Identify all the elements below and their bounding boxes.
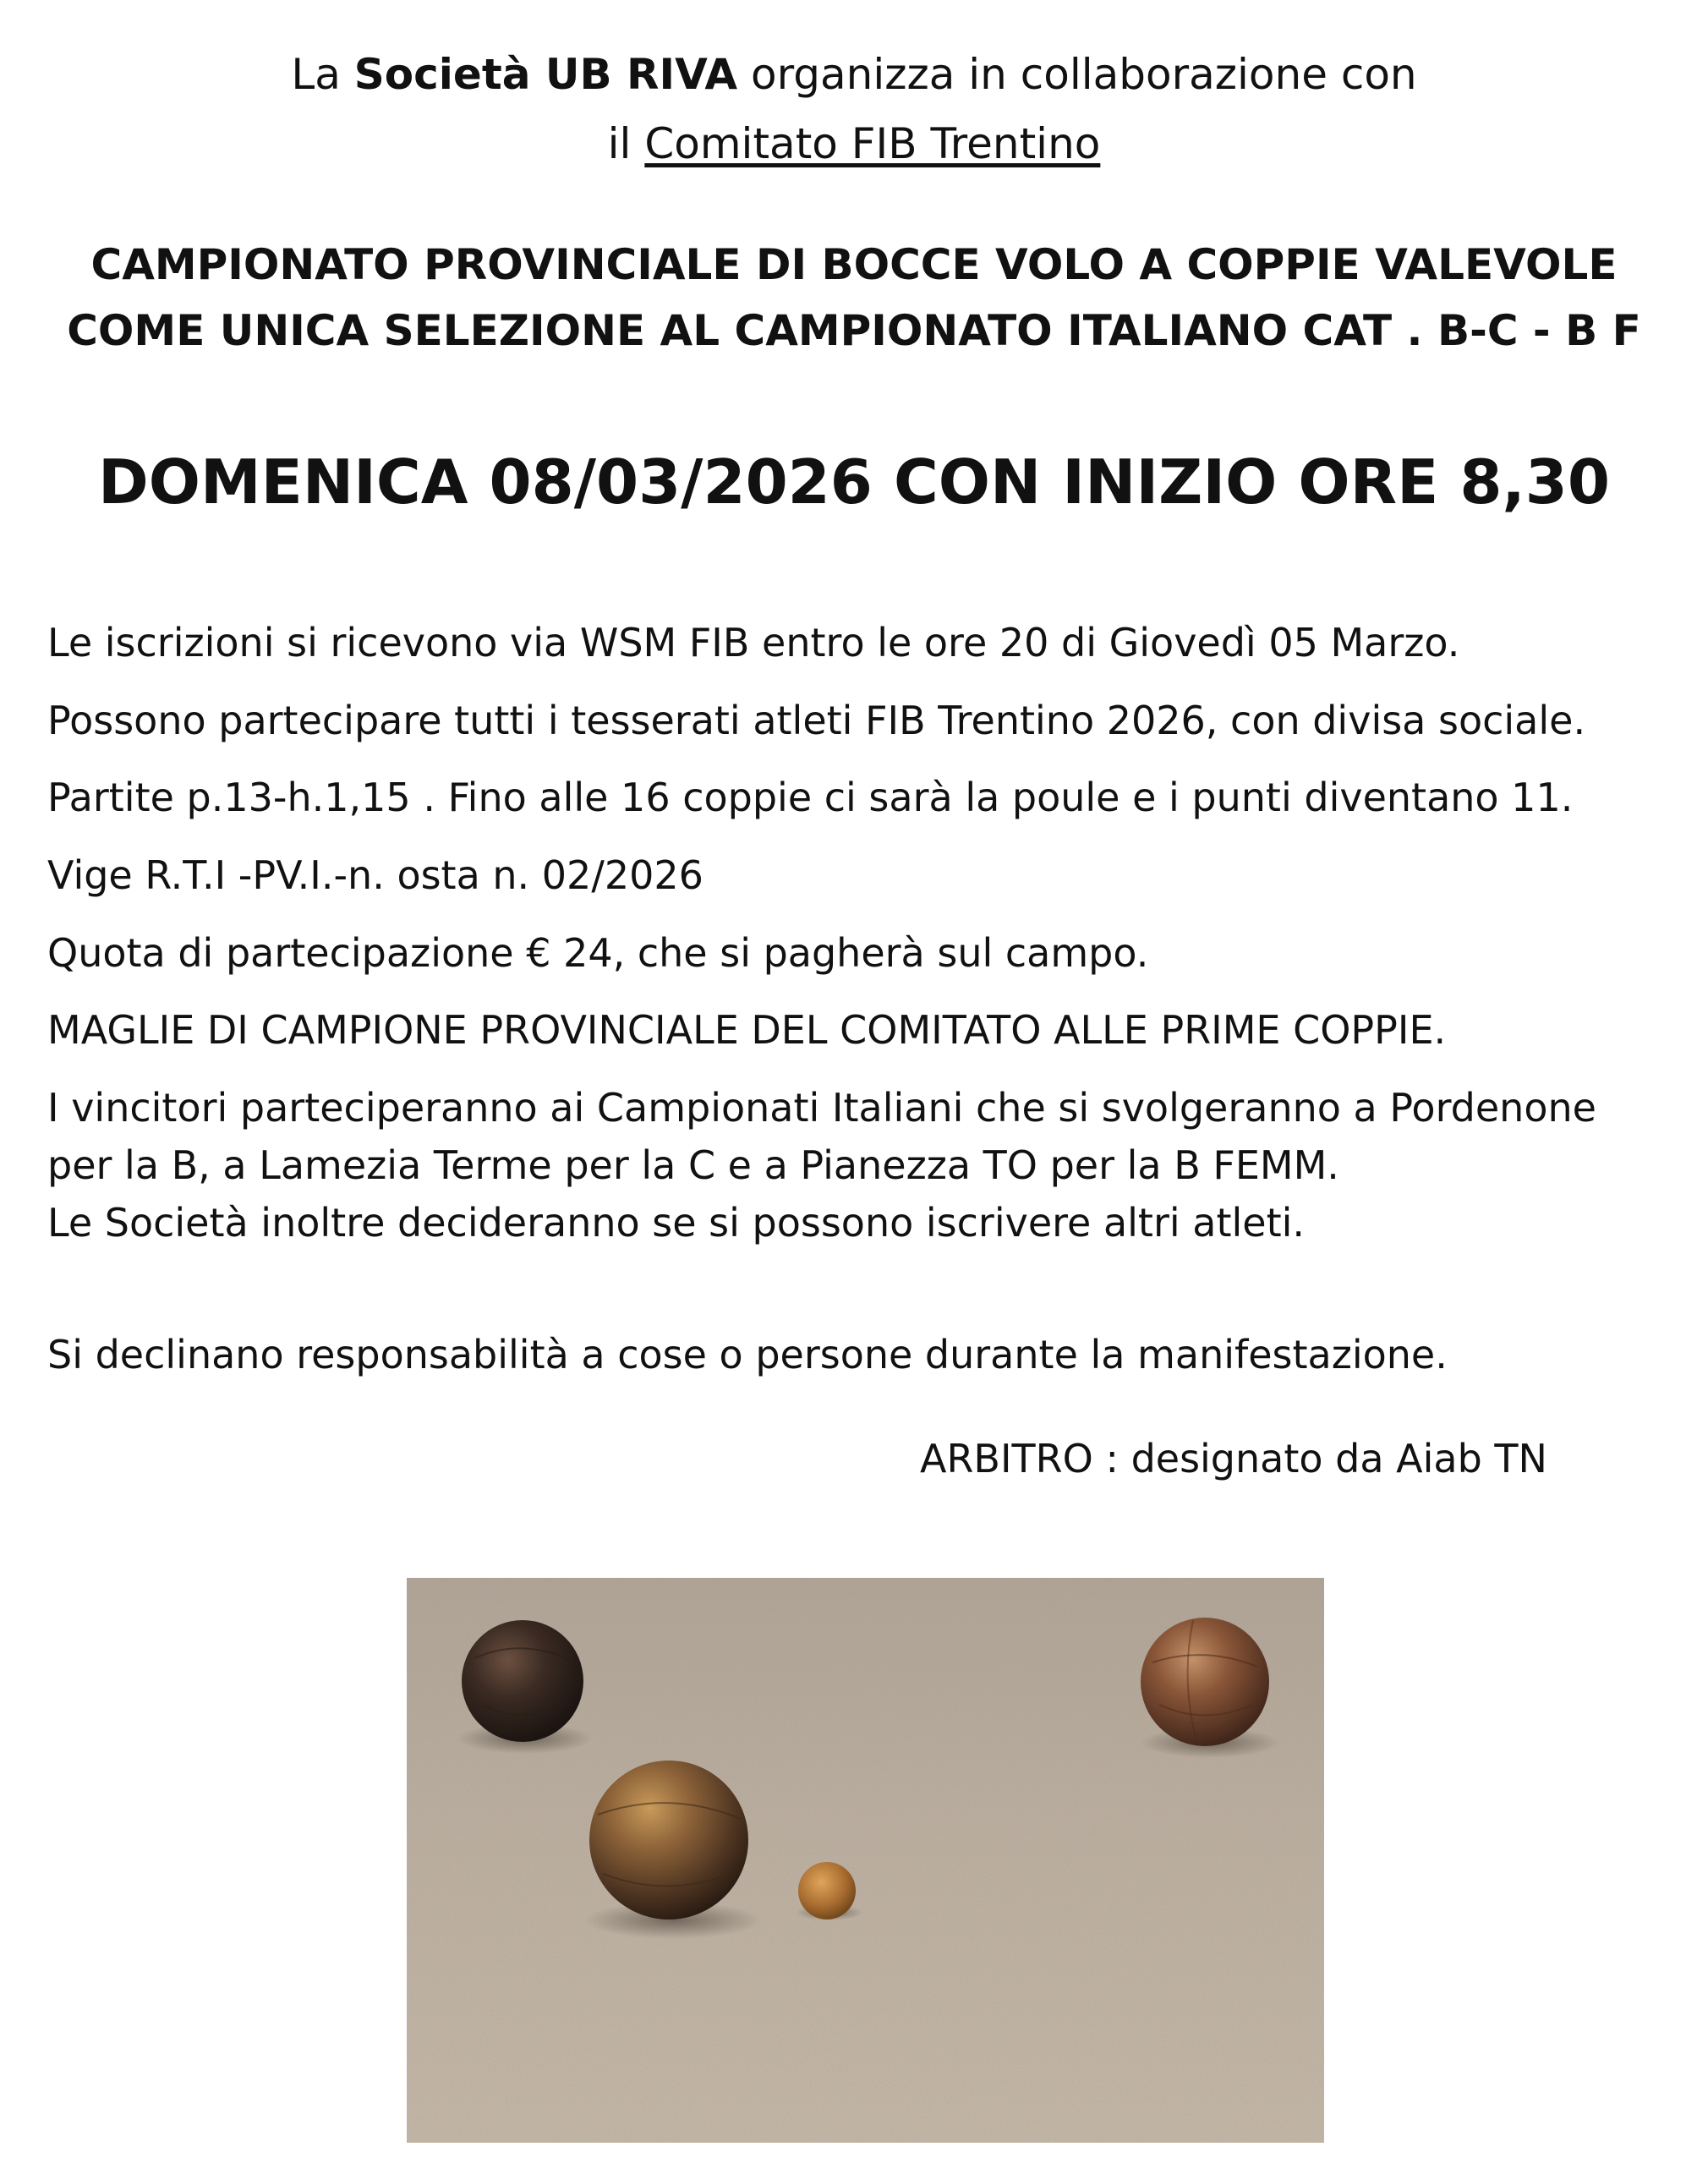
boule-front	[589, 1761, 748, 1919]
headline-line-2: COME UNICA SELEZIONE AL CAMPIONATO ITALIANO CAT . B-C - B F	[67, 306, 1641, 355]
referee-note: ARBITRO : designato da Aiab TN	[920, 1436, 1547, 1481]
detail-eligibility: Possono partecipare tutti i tesserati atleti FIB Trentino 2026, con divisa sociale.	[47, 698, 1586, 743]
event-date: DOMENICA 08/03/2026 CON INIZIO ORE 8,30	[98, 446, 1610, 517]
jack	[798, 1862, 856, 1919]
bocce-photo	[407, 1578, 1324, 2143]
intro-line2-prefix: il	[607, 119, 632, 168]
disclaimer: Si declinano responsabilità a cose o persone durante la manifestazione.	[47, 1332, 1448, 1377]
intro-line-1	[0, 41, 1708, 108]
detail-clubs: Le Società inoltre decideranno se si possono iscrivere altri atleti.	[47, 1200, 1306, 1246]
detail-regulation: Vige R.T.I -PV.I.-n. osta n. 02/2026	[47, 852, 703, 898]
committee-name: Comitato FIB Trentino	[644, 119, 1101, 168]
detail-fee: Quota di partecipazione € 24, che si pagherà sul campo.	[47, 930, 1149, 976]
intro-prefix: La	[291, 50, 341, 99]
organizer-name: Società UB RIVA	[353, 50, 738, 99]
boule-right-back	[1141, 1618, 1269, 1746]
detail-registration: Le iscrizioni si ricevono via WSM FIB entro le ore 20 di Giovedì 05 Marzo.	[47, 620, 1460, 665]
intro-line-2	[0, 110, 1708, 178]
detail-jerseys: MAGLIE DI CAMPIONE PROVINCIALE DEL COMITATO ALLE PRIME COPPIE.	[47, 1007, 1447, 1053]
detail-winners-2: per la B, a Lamezia Terme per la C e a Pianezza TO per la B FEMM.	[47, 1142, 1339, 1188]
intro-suffix: organizza in collaborazione con	[751, 50, 1417, 99]
detail-match-format: Partite p.13-h.1,15 . Fino alle 16 coppie ci sarà la poule e i punti diventano 11.	[47, 775, 1574, 820]
boule-left-back	[462, 1620, 583, 1742]
detail-winners-1: I vincitori parteciperanno ai Campionati Italiani che si svolgeranno a Pordenone	[47, 1085, 1596, 1131]
headline-line-1: CAMPIONATO PROVINCIALE DI BOCCE VOLO A COPPIE VALEVOLE	[90, 240, 1618, 289]
